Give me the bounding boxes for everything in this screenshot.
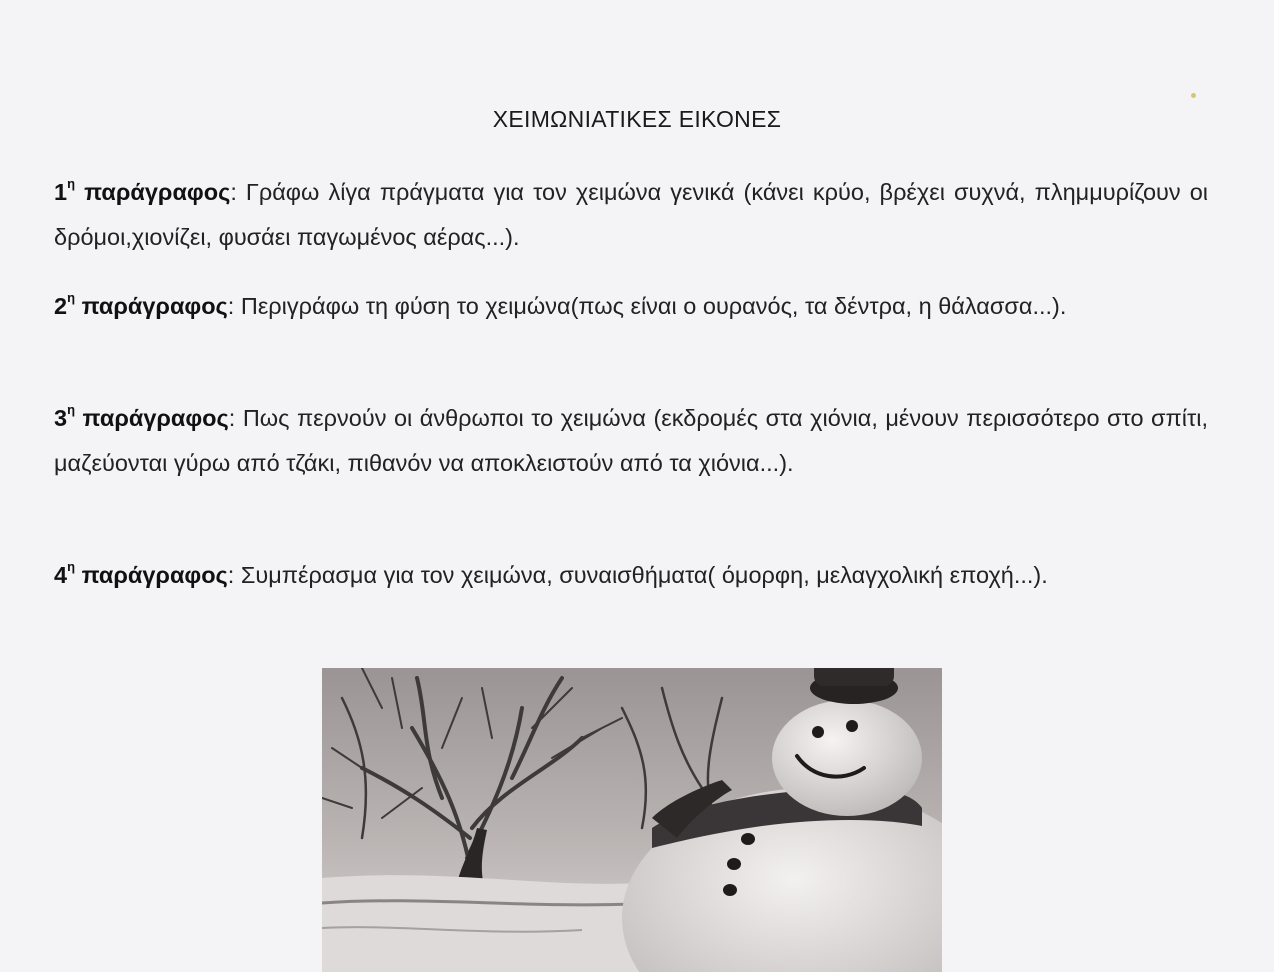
paragraph-2: $2^\eta$ παράγραφος: Περιγράφω τη φύση το χειμώνα(πως είναι ο ουρανός, τα δέντρα, η θάλασσα...). xyxy=(54,290,1067,319)
page-title: ΧΕΙΜΩΝΙΑΤΙΚΕΣ ΕΙΚΟΝΕΣ xyxy=(492,106,782,132)
paper-speck xyxy=(1191,93,1196,98)
snowman-photo xyxy=(322,668,942,972)
paragraph-text: Συμπέρασμα για τον χειμώνα, συναισθήματα( όμορφη, μελαγχολική εποχή...). xyxy=(240,562,1048,588)
paragraph-label: $3^\eta$ παράγραφος xyxy=(54,402,229,431)
paragraph-1: $1^\eta$ παράγραφος: Γράφω λίγα πράγματα για τον χειμώνα γενικά (κάνει κρύο, βρέχει συχνά, πλημμυρίζουν οι δρόμοι,χιονίζει, φυσάει παγωμένος αέρας...). xyxy=(54,176,1208,250)
paragraph-4: $4^\eta$ παράγραφος: Συμπέρασμα για τον χειμώνα, συναισθήματα( όμορφη, μελαγχολική εποχή...). xyxy=(54,559,1048,588)
paragraph-text: Περιγράφω τη φύση το χειμώνα(πως είναι ο ουρανός, τα δέντρα, η θάλασσα...). xyxy=(240,293,1067,319)
paragraph-3: $3^\eta$ παράγραφος: Πως περνούν οι άνθρωποι το χειμώνα (εκδρομές στα χιόνια, μένουν περισσότερο στο σπίτι, μαζεύονται γύρω από τζάκι, πιθανόν να αποκλειστούν από τα χιόνια...). xyxy=(54,402,1209,476)
paragraph-label: $4^\eta$ παράγραφος xyxy=(54,559,228,588)
paragraph-label: $1^\eta$ παράγραφος xyxy=(54,176,231,205)
paragraph-text: Πως περνούν οι άνθρωποι το χειμώνα (εκδρομές στα χιόνια, μένουν περισσότερο στο σπίτι, μαζεύονται γύρω από τζάκι, πιθανόν να αποκλειστούν από τα χιόνια...). xyxy=(54,405,1209,476)
paragraph-text: Γράφω λίγα πράγματα για τον χειμώνα γενικά (κάνει κρύο, βρέχει συχνά, πλημμυρίζουν οι δρόμοι,χιονίζει, φυσάει παγωμένος αέρας...). xyxy=(54,179,1208,250)
paragraph-label: $2^\eta$ παράγραφος xyxy=(54,290,228,319)
